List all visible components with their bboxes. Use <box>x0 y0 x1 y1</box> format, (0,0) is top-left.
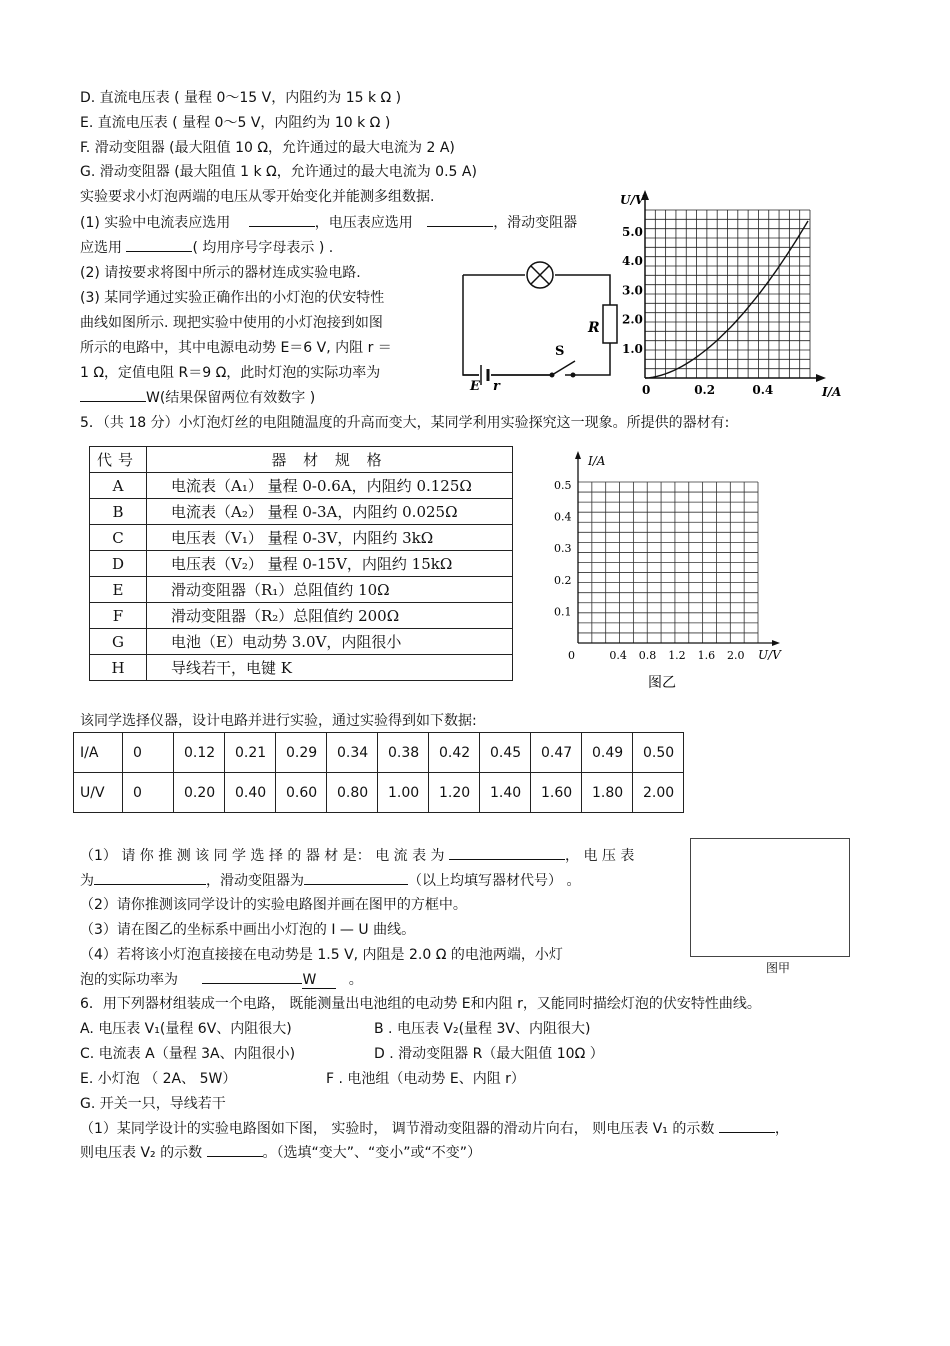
row-spec: 电压表（V₁） 量程 0-3V，内阻约 3kΩ <box>147 525 513 551</box>
q6-p1-text-d: 。（选填“变大”、“变小”或“不变”） <box>262 1145 482 1161</box>
data-intro: 该同学选择仪器，设计电路并进行实验，通过实验得到如下数据: <box>80 713 477 729</box>
q6-v2-blank[interactable] <box>207 1142 263 1157</box>
q5-p1-text-e: （以上均填写器材代号） 。 <box>408 873 581 889</box>
q6-part-1-line-2 <box>80 1142 481 1162</box>
question-3-line-3: 所示的电路中，其中电源电动势 E＝6 V, 内阻 r ＝ <box>80 340 392 356</box>
row-code: A <box>90 473 147 499</box>
q5-p4-text-b: 泡的实际功率为 <box>80 972 178 988</box>
drawing-box-caption: 图甲 <box>766 961 791 975</box>
row-spec: 滑动变阻器（R₂）总阻值约 200Ω <box>147 603 513 629</box>
option-f: F. 滑动变阻器 (最大阻值 10 Ω，允许通过的最大电流为 2 A) <box>80 140 455 156</box>
q6-option-g: G. 开关一只，导线若干 <box>80 1096 226 1112</box>
question-5-title: 5．（共 18 分）小灯泡灯丝的电阻随温度的升高而变大，某同学利用实验探究这一现象。所提供的器材有: <box>80 415 730 431</box>
table-cell: 0 <box>123 733 174 773</box>
q5-voltmeter-blank[interactable] <box>94 870 206 885</box>
table-cell: U/V <box>74 773 123 813</box>
y-tick-label: 1.0 <box>622 341 643 356</box>
emf-label: E <box>470 379 480 394</box>
y-tick-label: 4.0 <box>622 254 643 269</box>
equipment-table <box>89 446 513 681</box>
current-row <box>74 733 684 773</box>
q5-part-3: （3）请在图乙的坐标系中画出小灯泡的 I — U 曲线。 <box>80 922 416 938</box>
q5-p4-text-d: 。 <box>348 972 363 988</box>
row-code: E <box>90 577 147 603</box>
header-spec: 器 材 规 格 <box>147 447 513 473</box>
switch-label: S <box>555 344 565 359</box>
y-tick-label: 5.0 <box>622 225 643 239</box>
table-cell: 1.40 <box>480 773 531 813</box>
q5-p1-text-d: ，滑动变阻器为 <box>206 873 304 889</box>
y-tick-label: 0.4 <box>554 510 572 524</box>
q6-option-a: A. 电压表 V₁(量程 6V、内阻很大) <box>80 1021 292 1037</box>
graph-caption: 图乙 <box>648 675 676 691</box>
u-i-curve <box>645 221 808 378</box>
q5-p1-text-a: （1） 请 你 推 测 该 同 学 选 择 的 器 材 是： 电 流 表 为 <box>80 848 445 864</box>
resistor-label: R <box>588 320 600 336</box>
table-cell: 0 <box>123 773 174 813</box>
q5-p1-text-c: 为 <box>80 873 94 889</box>
i-u-graph <box>548 445 788 695</box>
option-d: D. 直流电压表 ( 量程 0～15 V，内阻约为 15 k Ω ) <box>80 90 402 106</box>
ammeter-answer-blank[interactable] <box>249 212 315 227</box>
y-tick-label: 0.5 <box>554 479 572 492</box>
q6-option-f: F . 电池组（电动势 E、内阻 r） <box>326 1071 525 1087</box>
table-cell: 1.80 <box>582 773 633 813</box>
voltage-row <box>74 773 684 813</box>
table-cell: 0.38 <box>378 733 429 773</box>
equipment-table-header <box>90 447 513 473</box>
row-spec: 电池（E）电动势 3.0V，内阻很小 <box>147 629 513 655</box>
q5-p1-text-b: ， 电 压 表 <box>565 848 635 864</box>
internal-resistance-label: r <box>493 379 500 394</box>
rheostat-answer-blank[interactable] <box>126 237 192 252</box>
u-i-graph <box>612 190 848 402</box>
q5-ammeter-blank[interactable] <box>449 845 565 860</box>
y-axis-label: I/A <box>588 454 606 468</box>
x-tick-label: 0 <box>568 649 575 662</box>
row-spec: 导线若干，电键 K <box>147 655 513 681</box>
switch-symbol <box>550 361 576 378</box>
x-tick-label: 0.4 <box>752 383 774 397</box>
row-spec: 电流表（A₁） 量程 0-0.6A，内阻约 0.125Ω <box>147 473 513 499</box>
x-axis-label: I/A <box>822 385 842 399</box>
q5-part-4-line-1: （4）若将该小灯泡直接接在电动势是 1.5 V, 内阻是 2.0 Ω 的电池两端，小灯 <box>80 947 563 963</box>
row-spec: 滑动变阻器（R₁）总阻值约 10Ω <box>147 577 513 603</box>
x-tick-label: 0.4 <box>609 649 627 662</box>
q1-text-d: 应选用 <box>80 240 122 256</box>
table-cell: 1.00 <box>378 773 429 813</box>
question-3-line-1: (3) 某同学通过实验正确作出的小灯泡的伏安特性 <box>80 290 385 306</box>
question-3-line-4: 1 Ω，定值电阻 R＝9 Ω，此时灯泡的实际功率为 <box>80 365 381 381</box>
q5-part-4-line-2 <box>80 969 363 989</box>
table-cell: 0.21 <box>225 733 276 773</box>
circuit-diagram <box>455 255 630 395</box>
q5-part-2: （2）请你推测该同学设计的实验电路图并画在图甲的方框中。 <box>80 897 467 913</box>
question-1-line-2 <box>80 237 333 257</box>
q6-p1-text-c: 则电压表 V₂ 的示数 <box>80 1145 203 1161</box>
q6-v1-blank[interactable] <box>719 1118 775 1133</box>
lamp-symbol <box>527 262 553 288</box>
q6-part-1-line-1 <box>80 1118 789 1138</box>
row-code: H <box>90 655 147 681</box>
option-g: G. 滑动变阻器 (最大阻值 1 k Ω，允许通过的最大电流为 0.5 A) <box>80 164 477 180</box>
table-row <box>90 525 513 551</box>
table-row <box>90 499 513 525</box>
table-cell: 0.34 <box>327 733 378 773</box>
requirement-text: 实验要求小灯泡两端的电压从零开始变化并能测多组数据. <box>80 189 435 205</box>
question-3-line-2: 曲线如图所示. 现把实验中使用的小灯泡接到如图 <box>80 315 383 331</box>
q3-text-e: W(结果保留两位有效数字 ) <box>146 390 316 406</box>
y-tick-label: 0.3 <box>554 542 572 556</box>
y-axis-label: U/V <box>620 193 645 207</box>
row-code: B <box>90 499 147 525</box>
option-e: E. 直流电压表 ( 量程 0～5 V，内阻约为 10 k Ω ) <box>80 115 391 131</box>
q5-p4-unit: W <box>302 972 336 989</box>
row-code: F <box>90 603 147 629</box>
row-code: G <box>90 629 147 655</box>
table-row <box>90 655 513 681</box>
table-cell: 0.60 <box>276 773 327 813</box>
table-cell: 0.49 <box>582 733 633 773</box>
q1-text-a: (1) 实验中电流表应选用 <box>80 215 231 231</box>
table-cell: 0.20 <box>174 773 225 813</box>
row-spec: 电压表（V₂） 量程 0-15V，内阻约 15kΩ <box>147 551 513 577</box>
row-code: D <box>90 551 147 577</box>
y-tick-label: 2.0 <box>622 312 643 327</box>
q1-text-c: ，滑动变阻器 <box>493 215 578 231</box>
q6-option-d: D . 滑动变阻器 R（最大阻值 10Ω ） <box>374 1046 604 1062</box>
row-code: C <box>90 525 147 551</box>
table-cell: 0.12 <box>174 733 225 773</box>
q6-option-b: B . 电压表 V₂(量程 3V、内阻很大) <box>374 1021 591 1037</box>
q1-text-e: ( 均用序号字母表示 ) . <box>192 240 334 256</box>
question-6-title: 6．用下列器材组装成一个电路， 既能测量出电池组的电动势 E和内阻 r，又能同时描绘灯泡的伏安特性曲线。 <box>80 996 761 1012</box>
circuit-drawing-box[interactable] <box>690 838 850 957</box>
x-tick-label: 0.2 <box>694 383 716 397</box>
table-cell: 2.00 <box>633 773 684 813</box>
y-tick-label: 0.1 <box>554 605 572 619</box>
table-row <box>90 551 513 577</box>
power-answer-blank[interactable] <box>80 387 146 402</box>
table-cell: 1.60 <box>531 773 582 813</box>
question-2: (2) 请按要求将图中所示的器材连成实验电路. <box>80 265 361 281</box>
q6-p1-text-b: ， <box>774 1121 789 1137</box>
table-cell: 0.42 <box>429 733 480 773</box>
question-3-line-5 <box>80 387 315 407</box>
x-tick-label: 1.6 <box>697 649 716 662</box>
table-cell: 0.50 <box>633 733 684 773</box>
q1-text-b: ，电压表应选用 <box>314 215 413 231</box>
q5-rheostat-blank[interactable] <box>304 870 408 885</box>
x-tick-label: 1.2 <box>668 649 686 662</box>
table-cell: 0.40 <box>225 773 276 813</box>
table-row <box>90 603 513 629</box>
table-row <box>90 577 513 603</box>
y-tick-label: 3.0 <box>622 283 643 298</box>
x-tick-label: 0 <box>642 383 651 397</box>
table-cell: 0.45 <box>480 733 531 773</box>
q5-power-blank[interactable] <box>202 969 302 984</box>
battery-symbol <box>479 365 491 385</box>
table-cell: 1.20 <box>429 773 480 813</box>
y-tick-label: 0.2 <box>554 573 572 587</box>
table-cell: 0.80 <box>327 773 378 813</box>
q6-option-c: C. 电流表 A（量程 3A、内阻很小) <box>80 1046 296 1062</box>
q5-part-1-line-2 <box>80 870 580 890</box>
table-row <box>90 473 513 499</box>
header-code: 代号 <box>90 447 147 473</box>
q6-p1-text-a: （1）某同学设计的实验电路图如下图， 实验时， 调节滑动变阻器的滑动片向右， 则电压表 V₁ 的示数 <box>80 1121 715 1137</box>
x-axis-label: U/V <box>758 648 781 662</box>
table-cell: 0.29 <box>276 733 327 773</box>
measurement-table <box>73 732 684 813</box>
table-cell: 0.47 <box>531 733 582 773</box>
x-tick-label: 0.8 <box>638 649 657 662</box>
table-cell: I/A <box>74 733 123 773</box>
x-tick-label: 2.0 <box>727 649 745 662</box>
q6-option-e: E. 小灯泡 （ 2A、 5W） <box>80 1071 237 1087</box>
voltmeter-answer-blank[interactable] <box>427 212 493 227</box>
question-1-line-1 <box>80 212 577 232</box>
q5-part-1-line-1 <box>80 845 634 865</box>
row-spec: 电流表（A₂） 量程 0-3A，内阻约 0.025Ω <box>147 499 513 525</box>
table-row <box>90 629 513 655</box>
